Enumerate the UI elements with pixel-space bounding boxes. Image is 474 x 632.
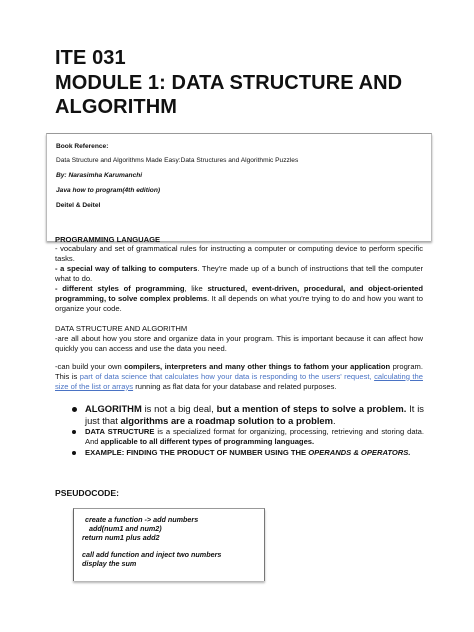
pseudocode-heading: PSEUDOCODE: — [55, 488, 119, 498]
book2-author: Deitel & Deitel — [56, 202, 101, 209]
usage-blue-2: calculating the size of the list or arrays — [55, 371, 423, 391]
book-reference-box — [46, 133, 432, 241]
usage-emphasis: compilers, interpreters and many other things to fathom your application — [124, 362, 391, 371]
data-structure-usage — [55, 362, 423, 391]
algorithm-text-b: It is just that — [85, 403, 424, 426]
book1-author: By: Narasimha Karumanchi — [56, 172, 143, 179]
list-item-example — [72, 448, 424, 458]
algorithm-emphasis: but a mention of steps to solve a problem. — [216, 403, 407, 414]
styles-emphasis: - different styles of programming — [55, 284, 185, 293]
bullet-dot-icon — [72, 407, 77, 412]
module-title-line2: ALGORITHM — [55, 96, 177, 118]
data-structure-definition: -are all about how you store and organize data in your program. This is important because it can affect how quickly you can access and use the data you need. — [55, 334, 423, 353]
algorithm-term: ALGORITHM — [85, 403, 142, 414]
usage-part-b: program. This is — [55, 362, 423, 381]
book2-title: Java how to program(4th edition) — [56, 187, 161, 194]
book-reference-label: Book Reference: — [56, 143, 109, 150]
talking-rest: . They're made up of a bunch of instructions that tell the computer what to do. — [55, 264, 423, 283]
course-code-title: ITE 031 — [55, 47, 126, 69]
example-text: EXAMPLE: FINDING THE PRODUCT OF NUMBER USING THE — [85, 447, 309, 457]
pseudocode-box — [73, 508, 265, 581]
bullet-dot-icon — [72, 451, 76, 455]
algorithm-roadmap: algorithms are a roadmap solution to a problem — [120, 414, 333, 426]
algorithm-text-a: is not a big deal, — [141, 403, 217, 414]
list-item-data-structure — [72, 427, 424, 447]
usage-blue-1: part of data science that calculates how your data is responding to the users' request, — [79, 371, 375, 381]
bullet-dot-icon — [72, 430, 76, 434]
styles-mid: , like — [184, 284, 208, 293]
algorithm-period: . — [332, 414, 336, 426]
code-line-5: display the sum — [82, 559, 137, 568]
data-structure-heading: DATA STRUCTURE AND ALGORITHM — [55, 324, 188, 333]
data-structure-term: DATA STRUCTURE — [85, 427, 155, 437]
module-title-line1: MODULE 1: DATA STRUCTURE AND — [55, 72, 403, 94]
programming-language-styles — [55, 284, 423, 313]
programming-language-definition: - vocabulary and set of grammatical rules for instructing a computer or computing device to perform specific tasks. — [55, 244, 423, 263]
code-line-3: return num1 plus add2 — [82, 533, 160, 542]
styles-rest: . It all depends on what you're trying to do and how you want to organize your code. — [55, 293, 423, 313]
usage-part-c: running as flat data for your database and related purposes. — [133, 381, 337, 391]
styles-list: structured, event-driven, procedural, and object-oriented programming, to solve complex problems — [55, 284, 423, 303]
book1-title: Data Structure and Algorithms Made Easy:Data Structures and Algorithmic Puzzles — [56, 157, 299, 164]
key-points-list — [72, 403, 424, 459]
usage-part-a: -can build your own — [55, 362, 125, 371]
list-item-algorithm — [72, 403, 424, 426]
code-line-1: create a function -> add numbers — [85, 515, 199, 524]
example-italic: OPERANDS & OPERATORS. — [308, 447, 411, 457]
programming-language-heading: PROGRAMMING LANGUAGE — [55, 235, 161, 244]
data-structure-text: is a specialized format for organizing, processing, retrieving and storing data. And — [85, 427, 424, 446]
programming-language-talking — [55, 264, 423, 284]
code-line-2: add(num1 and num2) — [89, 524, 162, 533]
code-line-4: call add function and inject two numbers — [82, 550, 222, 559]
data-structure-emphasis: applicable to all different types of programming languages. — [100, 436, 315, 446]
talking-emphasis: - a special way of talking to computers — [55, 264, 198, 273]
